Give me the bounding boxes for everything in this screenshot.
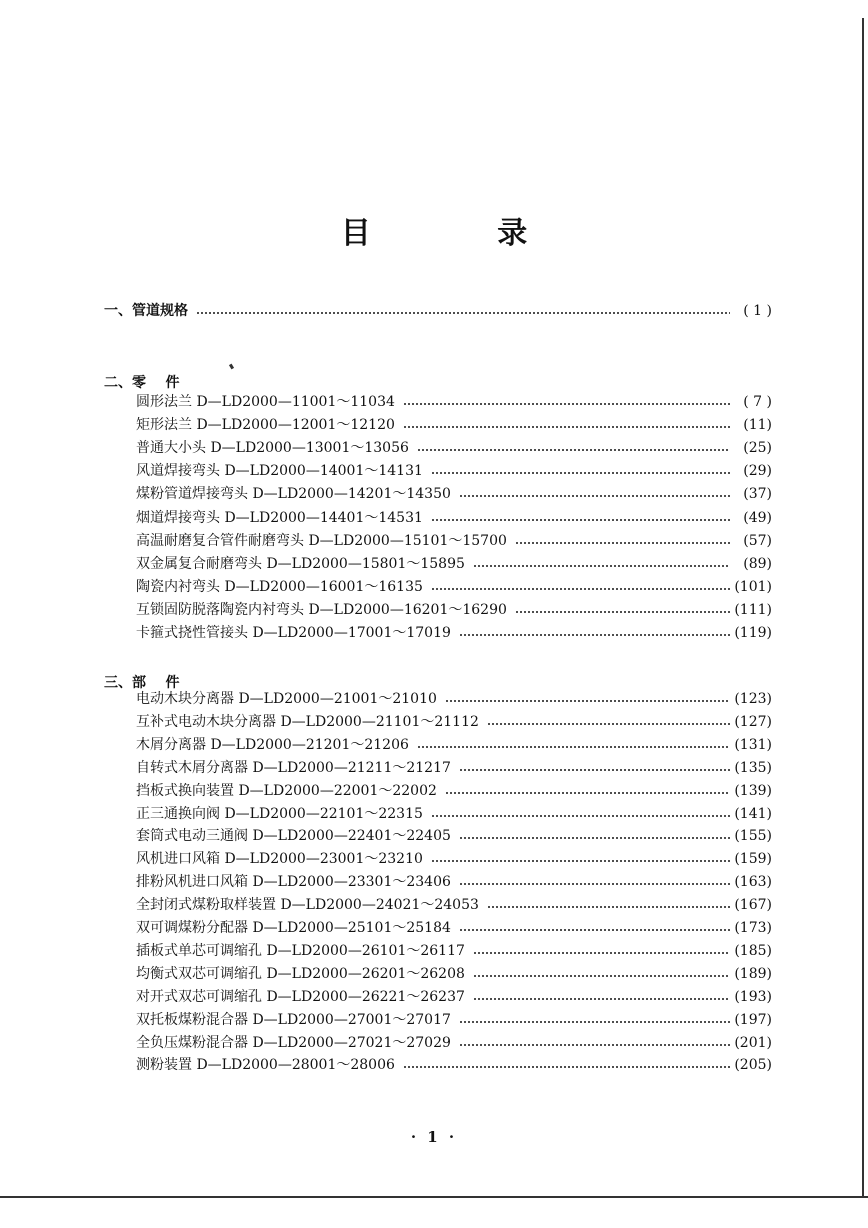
page-number: (189) [734, 965, 772, 982]
leader-dots [445, 698, 730, 704]
page-number: (119) [734, 625, 772, 641]
leader-dots [431, 517, 730, 523]
page-number: (111) [734, 601, 772, 618]
toc-entry[interactable] [136, 736, 772, 754]
leader-dots [459, 927, 730, 933]
toc-entry[interactable] [136, 601, 772, 619]
page-number: (205) [734, 1057, 772, 1074]
leader-dots [403, 424, 730, 430]
page-number: (123) [734, 691, 772, 707]
page-number: (163) [734, 874, 772, 891]
page-number: (49) [743, 509, 772, 526]
toc-entry-label: 全封闭式煤粉取样装置 D—LD2000—24021～24053 [136, 897, 479, 914]
toc-entry[interactable] [136, 485, 772, 503]
leader-dots [459, 1042, 730, 1048]
leader-dots [403, 401, 730, 407]
toc-entry-label: 风道焊接弯头 D—LD2000—14001～14131 [136, 463, 423, 480]
toc-entry-label: 互补式电动木块分离器 D—LD2000—21101～21112 [136, 713, 479, 730]
section-1-heading: 一、管道规格 [104, 303, 188, 319]
toc-entry[interactable] [136, 1056, 772, 1074]
toc-entry-label: 双可调煤粉分配器 D—LD2000—25101～25184 [136, 920, 451, 936]
page-number: (89) [743, 555, 772, 572]
page-number: (101) [734, 578, 772, 595]
toc-entry-label: 插板式单芯可调缩孔 D—LD2000—26101～26117 [136, 942, 465, 959]
toc-entry-label: 陶瓷内衬弯头 D—LD2000—16001～16135 [136, 578, 423, 595]
toc-entry[interactable] [136, 919, 772, 937]
page-number: (197) [734, 1011, 772, 1028]
toc-entry-label: 风机进口风箱 D—LD2000—23001～23210 [136, 851, 423, 868]
toc-entry[interactable] [136, 439, 772, 457]
page-number: (155) [734, 828, 772, 845]
toc-entry[interactable] [136, 782, 772, 800]
section-2-heading: 二、零 件 [104, 375, 180, 391]
page-number: (193) [734, 988, 772, 1005]
page-number: (29) [743, 463, 772, 480]
leader-dots [459, 881, 730, 887]
toc-entry[interactable] [136, 805, 772, 823]
page-number: (135) [734, 759, 772, 776]
page-title: 目 录 [340, 216, 586, 251]
leader-dots [473, 563, 730, 569]
leader-dots [431, 858, 730, 864]
toc-entry-label: 卡箍式挠性管接头 D—LD2000—17001～17019 [136, 625, 451, 641]
toc-entry[interactable] [136, 942, 772, 960]
toc-entry-label: 对开式双芯可调缩孔 D—LD2000—26221～26237 [136, 988, 465, 1005]
toc-entry[interactable] [136, 1011, 772, 1029]
toc-entry-label: 均衡式双芯可调缩孔 D—LD2000—26201～26208 [136, 965, 465, 982]
toc-entry-label: 双金属复合耐磨弯头 D—LD2000—15801～15895 [136, 555, 465, 572]
toc-entry-label: 自转式木屑分离器 D—LD2000—21211～21217 [136, 759, 451, 776]
leader-dots [515, 609, 730, 615]
toc-entry[interactable] [136, 988, 772, 1006]
page-number: ( 1 ) [743, 303, 772, 319]
toc-entry-label: 测粉装置 D—LD2000—28001～28006 [136, 1057, 395, 1074]
leader-dots [459, 835, 730, 841]
page-number: (185) [734, 942, 772, 959]
toc-entry-label: 高温耐磨复合管件耐磨弯头 D—LD2000—15101～15700 [136, 532, 507, 549]
toc-entry-label: 煤粉管道焊接弯头 D—LD2000—14201～14350 [136, 486, 451, 503]
leader-dots [515, 540, 730, 546]
toc-entry-label: 圆形法兰 D—LD2000—11001～11034 [136, 394, 395, 410]
leader-dots [459, 767, 730, 773]
page-number: (139) [734, 782, 772, 799]
toc-entry[interactable] [136, 690, 772, 708]
leader-dots [417, 744, 730, 750]
page-number: (37) [743, 486, 772, 503]
leader-dots [431, 470, 730, 476]
toc-entry[interactable] [136, 713, 772, 731]
toc-entry[interactable] [136, 759, 772, 777]
page-number: (159) [734, 851, 772, 868]
leader-dots [459, 493, 730, 499]
page-number: (11) [743, 417, 772, 434]
toc-entry[interactable] [136, 850, 772, 868]
toc-entry[interactable] [136, 827, 772, 845]
toc-entry-label: 互锁固防脱落陶瓷内衬弯头 D—LD2000—16201～16290 [136, 601, 507, 618]
toc-entry[interactable] [136, 462, 772, 480]
page-number: (127) [734, 713, 772, 730]
leader-dots [431, 586, 730, 592]
page-number: (201) [734, 1034, 772, 1051]
toc-entry-label: 挡板式换向装置 D—LD2000—22001～22002 [136, 782, 437, 799]
toc-entry[interactable] [136, 624, 772, 642]
leader-dots [473, 996, 730, 1002]
toc-entry[interactable] [136, 532, 772, 550]
toc-entry[interactable] [136, 555, 772, 573]
section-3-heading: 三、部 件 [104, 675, 180, 691]
toc-entry-label: 双托板煤粉混合器 D—LD2000—27001～27017 [136, 1011, 451, 1028]
leader-dots [459, 632, 730, 638]
toc-entry[interactable] [136, 416, 772, 434]
toc-entry-label: 烟道焊接弯头 D—LD2000—14401～14531 [136, 509, 423, 526]
page-number: (167) [734, 897, 772, 914]
leader-dots [431, 813, 730, 819]
page-number: (25) [743, 440, 772, 457]
leader-dots [403, 1064, 730, 1070]
toc-entry-label: 矩形法兰 D—LD2000—12001～12120 [136, 417, 395, 434]
leader-dots [196, 310, 730, 316]
page-footer-number: · 1 · [410, 1128, 458, 1146]
page-number: ( 7 ) [743, 394, 772, 410]
toc-entry[interactable] [136, 873, 772, 891]
toc-entry-label: 排粉风机进口风箱 D—LD2000—23301～23406 [136, 874, 451, 891]
leader-dots [459, 1019, 730, 1025]
page-number: (131) [734, 736, 772, 753]
leader-dots [487, 904, 730, 910]
toc-entry-label: 套筒式电动三通阀 D—LD2000—22401～22405 [136, 828, 451, 845]
toc-entry-label: 普通大小头 D—LD2000—13001～13056 [136, 440, 409, 457]
leader-dots [445, 790, 730, 796]
toc-entry-label: 电动木块分离器 D—LD2000—21001～21010 [136, 691, 437, 707]
page-number: (57) [743, 532, 772, 549]
leader-dots [417, 447, 730, 453]
toc-entry[interactable] [136, 509, 772, 527]
toc-section-1[interactable] [104, 302, 772, 320]
page-number: (173) [734, 920, 772, 936]
toc-entry[interactable] [136, 896, 772, 914]
toc-entry[interactable] [136, 965, 772, 983]
toc-entry[interactable] [136, 1034, 772, 1052]
toc-entry-label: 全负压煤粉混合器 D—LD2000—27021～27029 [136, 1034, 451, 1051]
page-number: (141) [734, 805, 772, 822]
toc-entry[interactable] [136, 578, 772, 596]
leader-dots [487, 721, 730, 727]
toc-entry[interactable] [136, 393, 772, 411]
leader-dots [473, 950, 730, 956]
toc-entry-label: 木屑分离器 D—LD2000—21201～21206 [136, 736, 409, 753]
leader-dots [473, 973, 730, 979]
toc-entry-label: 正三通换向阀 D—LD2000—22101～22315 [136, 805, 423, 822]
